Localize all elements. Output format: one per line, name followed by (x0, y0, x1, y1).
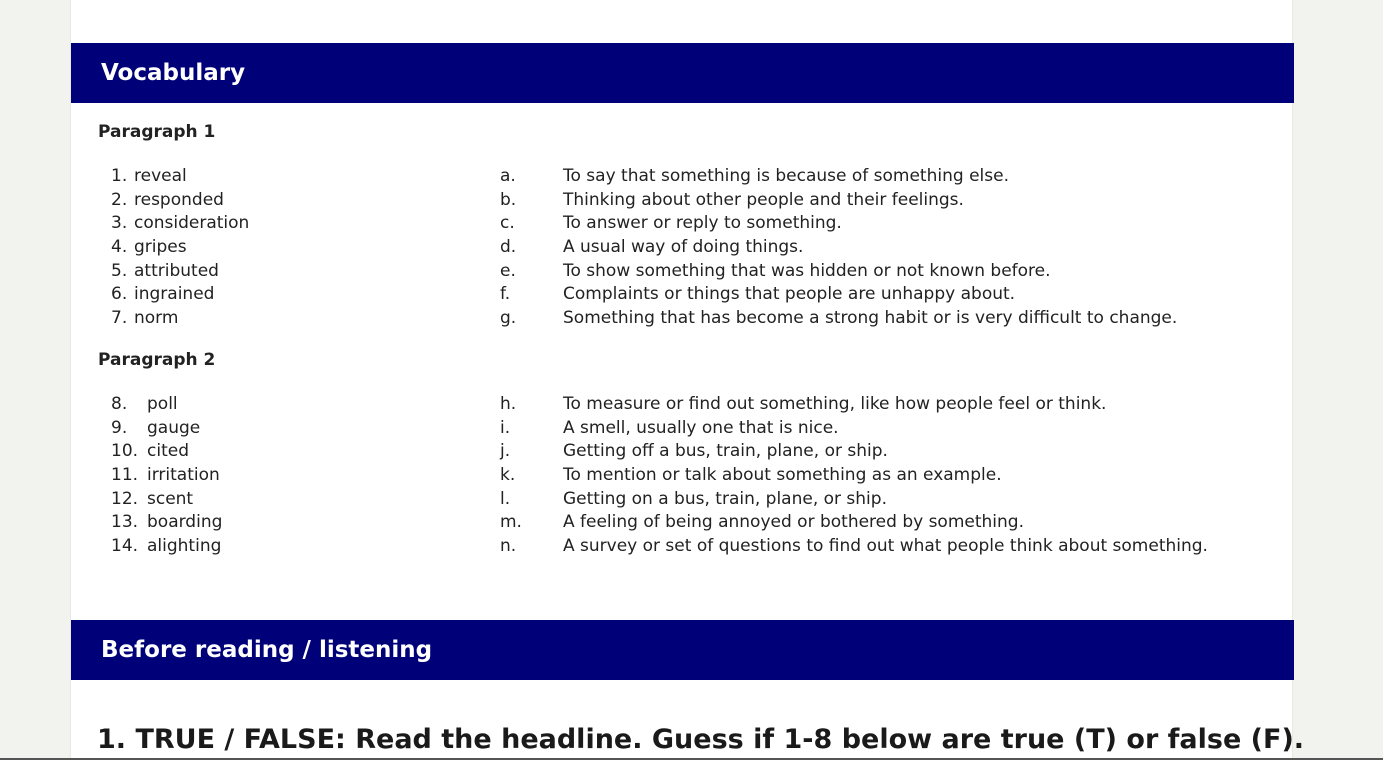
list-item (98, 284, 1278, 308)
definition-text: Getting off a bus, train, plane, or ship. (563, 441, 888, 462)
vocab-word: boarding (147, 512, 223, 533)
item-number: 8. (111, 394, 128, 414)
vocab-word: norm (134, 308, 179, 329)
item-number: 14. (111, 536, 139, 557)
list-item (98, 394, 1278, 418)
definition-text: A smell, usually one that is nice. (563, 417, 839, 438)
definition-letter: b. (500, 189, 517, 210)
vocab-word: alighting (147, 536, 222, 557)
before-reading-banner: Before reading / listening (71, 620, 1294, 680)
definition-letter: h. (500, 394, 517, 414)
list-item (98, 308, 1278, 332)
vocabulary-banner: Vocabulary (71, 43, 1294, 103)
definition-letter: e. (500, 260, 516, 281)
item-number: 3. (111, 213, 128, 234)
definition-text: A feeling of being annoyed or bothered by something. (563, 512, 1024, 533)
paragraph-1-list (98, 166, 1278, 332)
definition-text: To mention or talk about something as an example. (563, 465, 1002, 486)
item-number: 12. (111, 488, 139, 509)
definition-text: Getting on a bus, train, plane, or ship. (563, 488, 887, 509)
vocab-word: attributed (134, 260, 219, 281)
definition-letter: n. (500, 536, 517, 557)
item-number: 10. (111, 441, 139, 462)
definition-letter: d. (500, 237, 517, 258)
vocab-word: cited (147, 441, 189, 462)
list-item (98, 536, 1278, 560)
list-item (98, 213, 1278, 237)
vocab-word: responded (134, 189, 224, 210)
list-item (98, 418, 1278, 442)
definition-letter: j. (500, 441, 511, 462)
item-number: 1. (111, 166, 128, 186)
definition-text: Something that has become a strong habit or is very difficult to change. (563, 308, 1178, 329)
true-false-question-heading: 1. TRUE / FALSE: Read the headline. Guess if 1-8 below are true (T) or false (F). (97, 724, 1305, 755)
list-item (98, 237, 1278, 261)
definition-letter: k. (500, 465, 516, 486)
definition-text: Complaints or things that people are unhappy about. (563, 284, 1016, 305)
definition-text: A usual way of doing things. (563, 237, 804, 258)
item-number: 9. (111, 417, 128, 438)
list-item (98, 166, 1278, 190)
definition-text: To say that something is because of something else. (563, 166, 1009, 186)
list-item (98, 465, 1278, 489)
vocab-word: poll (147, 394, 178, 414)
worksheet-page (70, 0, 1305, 760)
item-number: 7. (111, 308, 128, 329)
definition-text: A survey or set of questions to find out what people think about something. (563, 536, 1208, 557)
definition-letter: m. (500, 512, 522, 533)
list-item (98, 512, 1278, 536)
definition-text: To measure or find out something, like how people feel or think. (563, 394, 1107, 414)
definition-letter: a. (500, 166, 516, 186)
vocab-word: reveal (134, 166, 187, 186)
item-number: 13. (111, 512, 139, 533)
paragraph-2-list (98, 394, 1278, 560)
vocab-word: irritation (147, 465, 220, 486)
item-number: 11. (111, 465, 139, 486)
paragraph-1-heading: Paragraph 1 (98, 122, 216, 142)
item-number: 5. (111, 260, 128, 281)
definition-text: To show something that was hidden or not known before. (563, 260, 1051, 281)
vocab-word: gripes (134, 237, 187, 258)
list-item (98, 261, 1278, 285)
list-item (98, 441, 1278, 465)
vocab-word: consideration (134, 213, 250, 234)
vocab-word: ingrained (134, 284, 215, 305)
paragraph-2-heading: Paragraph 2 (98, 350, 216, 370)
definition-letter: i. (500, 417, 511, 438)
definition-text: Thinking about other people and their feelings. (563, 189, 964, 210)
definition-letter: g. (500, 308, 517, 329)
definition-letter: f. (500, 284, 511, 305)
definition-text: To answer or reply to something. (563, 213, 842, 234)
definition-letter: c. (500, 213, 515, 234)
list-item (98, 489, 1278, 513)
vocab-word: scent (147, 488, 194, 509)
item-number: 4. (111, 237, 128, 258)
item-number: 2. (111, 189, 128, 210)
item-number: 6. (111, 284, 128, 305)
vocab-word: gauge (147, 417, 201, 438)
definition-letter: l. (500, 488, 511, 509)
list-item (98, 190, 1278, 214)
